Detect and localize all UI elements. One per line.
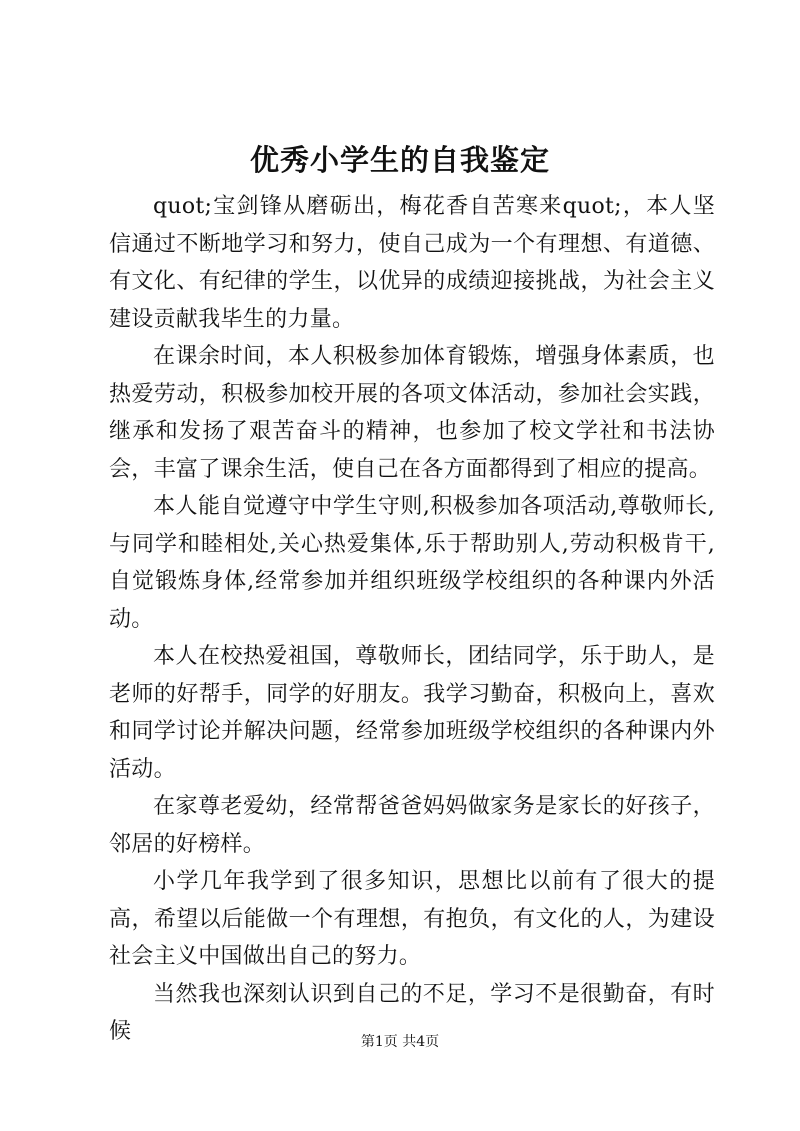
paragraph-7: 当然我也深刻认识到自己的不足，学习不是很勤奋，有时候	[109, 981, 715, 1044]
paragraph-3: 本人能自觉遵守中学生守则,积极参加各项活动,尊敬师长,与同学和睦相处,关心热爱集体,乐于帮助别人,劳动积极肯干,自觉锻炼身体,经常参加并组织班级学校组织的各种课内外活动。	[109, 494, 715, 632]
paragraph-4: 本人在校热爱祖国，尊敬师长，团结同学，乐于助人，是老师的好帮手，同学的好朋友。我学习勤奋，积极向上，喜欢和同学讨论并解决问题，经常参加班级学校组织的各种课内外活动。	[109, 644, 715, 782]
paragraph-2: 在课余时间，本人积极参加体育锻炼，增强身体素质，也热爱劳动，积极参加校开展的各项文体活动，参加社会实践，继承和发扬了艰苦奋斗的精神，也参加了校文学社和书法协会，丰富了课余生活，使自己在各方面都得到了相应的提高。	[109, 344, 715, 482]
document-title: 优秀小学生的自我鉴定	[249, 143, 550, 177]
document-body	[109, 188, 715, 1051]
paragraph-5: 在家尊老爱幼，经常帮爸爸妈妈做家务是家长的好孩子，邻居的好榜样。	[109, 794, 715, 857]
paragraph-6: 小学几年我学到了很多知识，思想比以前有了很大的提高，希望以后能做一个有理想，有抱负，有文化的人，为建设社会主义中国做出自己的努力。	[109, 869, 715, 969]
paragraph-1: quot;宝剑锋从磨砺出，梅花香自苦寒来quot;，本人坚信通过不断地学习和努力，使自己成为一个有理想、有道德、有文化、有纪律的学生，以优异的成绩迎接挑战，为社会主义建设贡献我毕生的力量。	[109, 194, 715, 332]
page-footer: 第1页 共4页	[360, 1034, 440, 1050]
